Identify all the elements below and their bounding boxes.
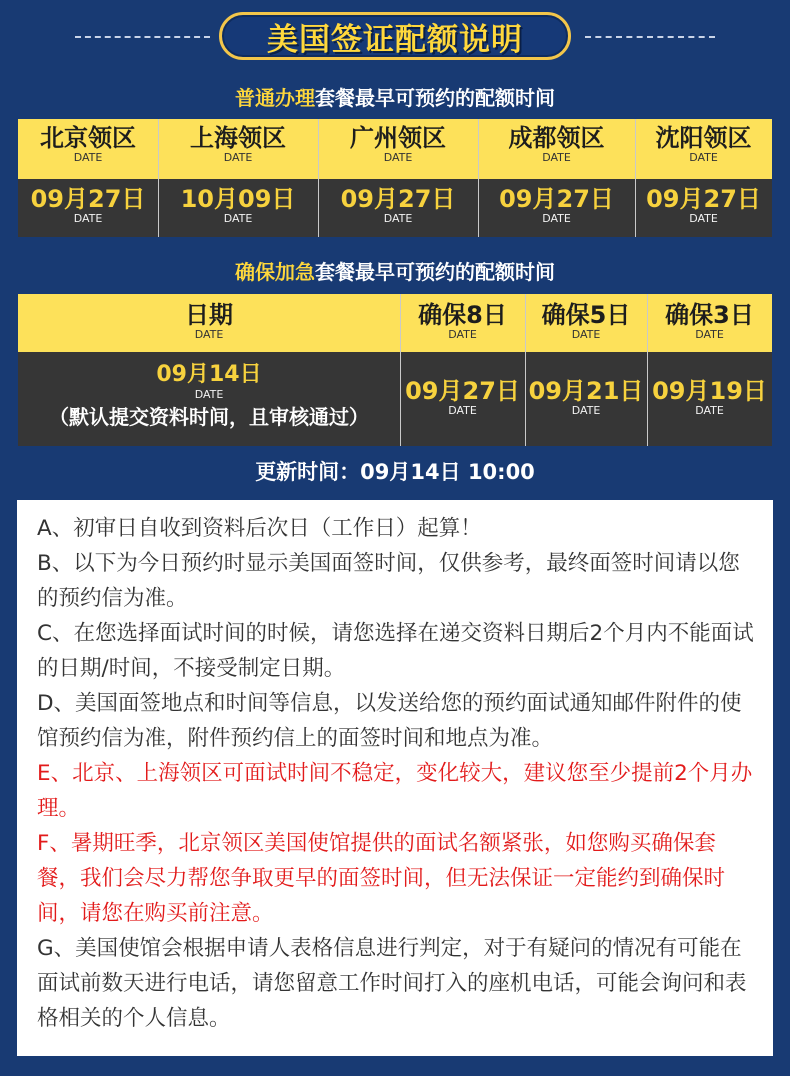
- region-name: 沈阳领区: [655, 124, 752, 152]
- regular-heading-rest: 套餐最早可预约的配额时间: [315, 86, 555, 110]
- column-divider: [158, 119, 159, 237]
- title-banner: [0, 10, 790, 64]
- right-dashed-divider: [585, 36, 715, 38]
- urgent-heading-highlight: 确保加急: [235, 260, 315, 284]
- region-date-label: DATE: [73, 151, 103, 164]
- region-quota: [478, 186, 635, 225]
- title-pill: [219, 12, 571, 60]
- region-date-label: DATE: [223, 151, 253, 164]
- region-quota-date-label: DATE: [689, 212, 718, 225]
- region-date-label: DATE: [689, 151, 718, 164]
- urgent-tier-quota: [647, 378, 772, 417]
- region-header: [158, 125, 318, 164]
- urgent-tier-date-label: DATE: [448, 328, 477, 341]
- page-title: 美国签证配额说明: [267, 21, 523, 58]
- region-quota: [635, 186, 772, 225]
- column-divider: [478, 119, 479, 237]
- region-name: 成都领区: [508, 124, 605, 152]
- urgent-tier-quota-date-label: DATE: [695, 404, 724, 417]
- region-quota: [18, 186, 158, 225]
- region-name: 广州领区: [350, 124, 446, 152]
- urgent-tier-name: 确保3日: [665, 301, 754, 329]
- note-item: C、在您选择面试时间的时候，请您选择在递交资料日期后2个月内不能面试的日期/时间，不接受制定日期。: [37, 621, 754, 681]
- urgent-date-col-value-label: DATE: [194, 388, 224, 401]
- urgent-tier-header: [525, 302, 647, 341]
- note-item: B、以下为今日预约时显示美国面签时间，仅供参考，最终面签时间请以您的预约信为准。: [37, 551, 740, 611]
- note-item: F、暑期旺季，北京领区美国使馆提供的面试名额紧张，如您购买确保套餐，我们会尽力帮您争取更早的面签时间，但无法保证一定能约到确保时间，请您在购买前注意。: [37, 831, 726, 926]
- urgent-tier-header: [400, 302, 525, 341]
- urgent-tier-quota-date: 09月21日: [528, 377, 644, 405]
- region-header: [478, 125, 635, 164]
- urgent-tier-date-label: DATE: [695, 328, 724, 341]
- urgent-tier-name: 确保8日: [418, 301, 507, 329]
- urgent-quota-table: [18, 294, 772, 446]
- column-divider: [635, 119, 636, 237]
- urgent-tier-quota: [400, 378, 525, 417]
- urgent-date-col-value-cell: [18, 362, 400, 431]
- urgent-tier-header: [647, 302, 772, 341]
- region-quota: [318, 186, 478, 225]
- urgent-heading: [0, 256, 790, 285]
- urgent-date-col-date-label: DATE: [194, 328, 224, 341]
- urgent-date-col-header: [18, 302, 400, 341]
- region-header: [18, 125, 158, 164]
- region-header: [635, 125, 772, 164]
- note-item: D、美国面签地点和时间等信息，以发送给您的预约面试通知邮件附件的使馆预约信为准，附件预约信上的面签时间和地点为准。: [37, 691, 742, 751]
- regular-heading: [0, 82, 790, 111]
- urgent-date-col-value: 09月14日: [156, 362, 262, 387]
- region-quota-date: 09月27日: [646, 185, 761, 213]
- urgent-tier-quota-date: 09月19日: [652, 377, 767, 405]
- region-quota-date-label: DATE: [542, 212, 571, 225]
- urgent-tier-quota-date-label: DATE: [448, 404, 477, 417]
- region-quota-date-label: DATE: [383, 212, 413, 225]
- region-header: [318, 125, 478, 164]
- note-item: A、初审日自收到资料后次日（工作日）起算！: [37, 516, 482, 541]
- region-date-label: DATE: [383, 151, 413, 164]
- notes-panel: [17, 500, 773, 1056]
- region-quota-date-label: DATE: [223, 212, 253, 225]
- left-dashed-divider: [75, 36, 210, 38]
- regular-quota-table: [18, 119, 772, 237]
- urgent-date-col-note: （默认提交资料时间，且审核通过）: [49, 405, 369, 429]
- urgent-tier-quota-date-label: DATE: [571, 404, 601, 417]
- region-name: 上海领区: [190, 124, 286, 152]
- urgent-tier-quota: [525, 378, 647, 417]
- region-quota-date: 09月27日: [499, 185, 614, 213]
- region-quota-date: 09月27日: [340, 185, 456, 213]
- note-item: E、北京、上海领区可面试时间不稳定，变化较大，建议您至少提前2个月办理。: [37, 761, 753, 821]
- region-name: 北京领区: [40, 124, 136, 152]
- region-quota-date-label: DATE: [73, 212, 103, 225]
- urgent-tier-date-label: DATE: [571, 328, 601, 341]
- urgent-date-col-title: 日期: [185, 301, 233, 329]
- region-quota-date: 09月27日: [30, 185, 146, 213]
- urgent-heading-rest: 套餐最早可预约的配额时间: [315, 260, 555, 284]
- region-quota-date: 10月09日: [180, 185, 296, 213]
- note-item: G、美国使馆会根据申请人表格信息进行判定，对于有疑问的情况有可能在面试前数天进行电话，请您留意工作时间打入的座机电话，可能会询问和表格相关的个人信息。: [37, 936, 747, 1031]
- region-quota: [158, 186, 318, 225]
- regular-heading-highlight: 普通办理: [235, 86, 315, 110]
- column-divider: [318, 119, 319, 237]
- region-date-label: DATE: [542, 151, 571, 164]
- urgent-tier-name: 确保5日: [541, 301, 631, 329]
- urgent-tier-quota-date: 09月27日: [405, 377, 520, 405]
- update-time: 更新时间：09月14日 10:00: [255, 460, 535, 484]
